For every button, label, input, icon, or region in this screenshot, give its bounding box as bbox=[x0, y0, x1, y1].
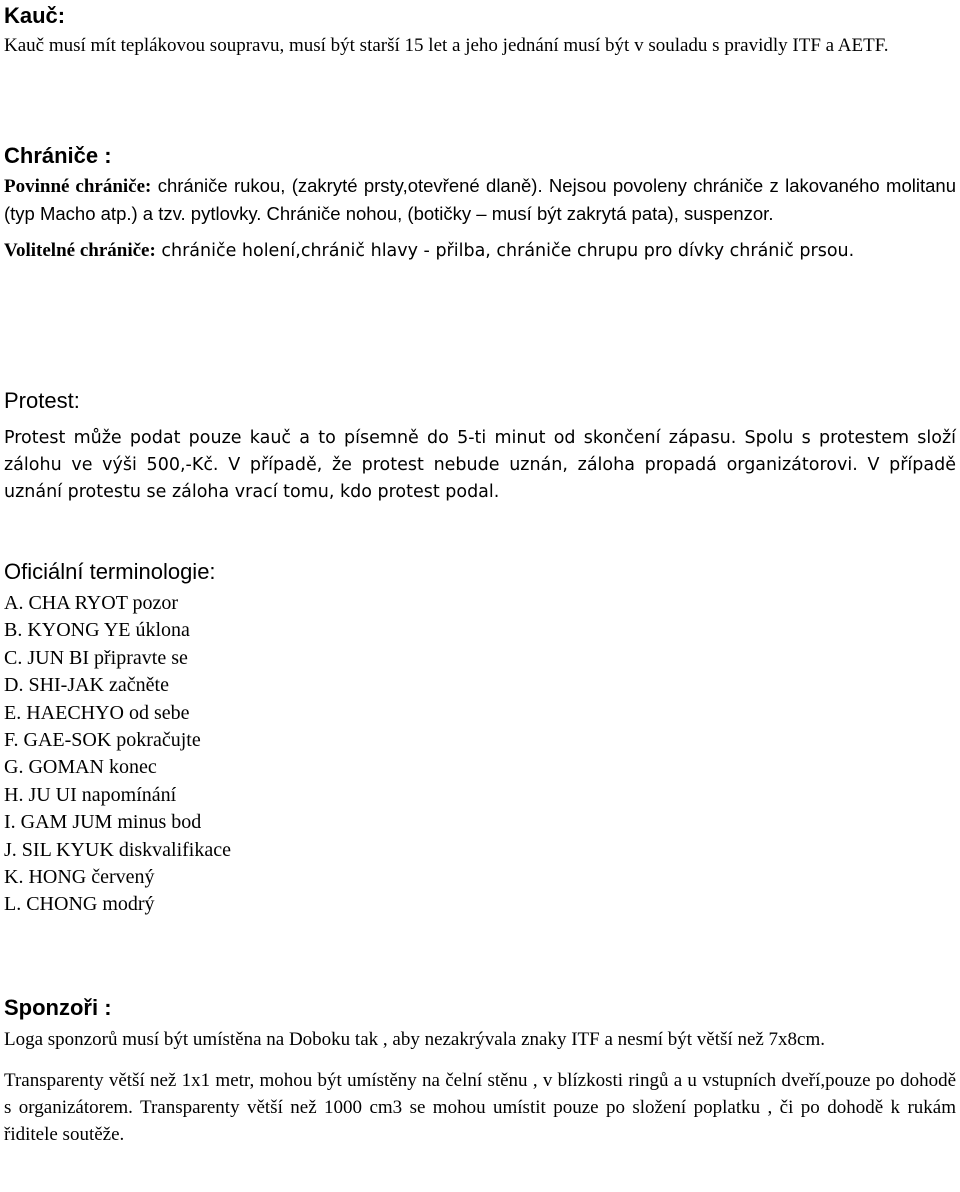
section-chranice bbox=[4, 142, 956, 265]
section-terminology bbox=[4, 558, 956, 919]
list-item: K. HONG červený bbox=[4, 866, 155, 889]
protest-text bbox=[4, 425, 956, 506]
kauc-heading: Kauč: bbox=[4, 3, 66, 28]
protest-text-2: V případě, že protest nebude uznán, záloha propadá organizátorovi. V případě uznání protestu se záloha vrací tomu, kdo protest podal. bbox=[4, 455, 956, 502]
section-kauc bbox=[4, 2, 956, 59]
list-item: F. GAE-SOK pokračujte bbox=[4, 729, 201, 752]
list-item: H. JU UI napomínání bbox=[4, 783, 177, 806]
section-protest bbox=[4, 387, 956, 506]
mandatory-text: chrániče rukou, (zakryté prsty,otevřené dlaně). Nejsou povoleny chrániče z lakovaného molitanu (typ Macho atp.) a tzv. pytlovky. bbox=[4, 175, 956, 224]
list-item: D. SHI-JAK začněte bbox=[4, 674, 169, 697]
list-item: A. CHA RYOT pozor bbox=[4, 592, 179, 614]
sponsors-text-2: Transparenty větší než 1x1 metr, mohou být umístěny na čelní stěnu , v blízkosti ringů a u vstupních dveří,pouze po dohodě s organizátorem. Transparenty větší než 1000 cm3 se mohou umístit pouze po složení poplatku , či po dohodě k rukám řiditele soutěže. bbox=[4, 1070, 956, 1145]
kauc-text: Kauč musí mít teplákovou soupravu, musí být starší 15 let a jeho jednání musí být v souladu s pravidly ITF a AETF. bbox=[4, 35, 889, 56]
list-item: L. CHONG modrý bbox=[4, 893, 155, 916]
terminology-heading: Oficiální terminologie: bbox=[4, 559, 216, 584]
sponsors-text-1: Loga sponzorů musí být umístěna na Doboku tak , aby nezakrývala znaky ITF a nesmí být větší než 7x8cm. bbox=[4, 1029, 826, 1050]
terminology-list bbox=[4, 590, 956, 919]
list-item: I. GAM JUM minus bod bbox=[4, 811, 202, 834]
section-sponsors bbox=[4, 994, 956, 1148]
chranice-mandatory bbox=[4, 172, 956, 227]
sponsors-heading: Sponzoři : bbox=[4, 995, 112, 1020]
list-item: C. JUN BI připravte se bbox=[4, 646, 188, 669]
optional-text: chrániče holení,chránič hlavy - přilba, chrániče chrupu pro dívky chránič prsou. bbox=[155, 241, 855, 261]
chranice-heading: Chrániče : bbox=[4, 143, 112, 168]
protest-heading: Protest: bbox=[4, 388, 80, 413]
mandatory-text-2: Chrániče nohou, (botičky – musí být zakrytá pata), suspenzor. bbox=[261, 203, 774, 224]
mandatory-label: Povinné chrániče: bbox=[4, 176, 152, 197]
protest-text-1: Protest může podat pouze kauč a to písemně do 5-ti minut od skončení zápasu. Spolu s protestem složí zálohu ve výši 500,-Kč. bbox=[4, 428, 956, 475]
list-item: J. SIL KYUK diskvalifikace bbox=[4, 838, 231, 861]
list-item: B. KYONG YE úklona bbox=[4, 619, 190, 642]
list-item: E. HAECHYO od sebe bbox=[4, 701, 190, 724]
optional-label: Volitelné chrániče: bbox=[4, 240, 156, 261]
list-item: G. GOMAN konec bbox=[4, 756, 157, 779]
chranice-optional bbox=[4, 237, 956, 265]
